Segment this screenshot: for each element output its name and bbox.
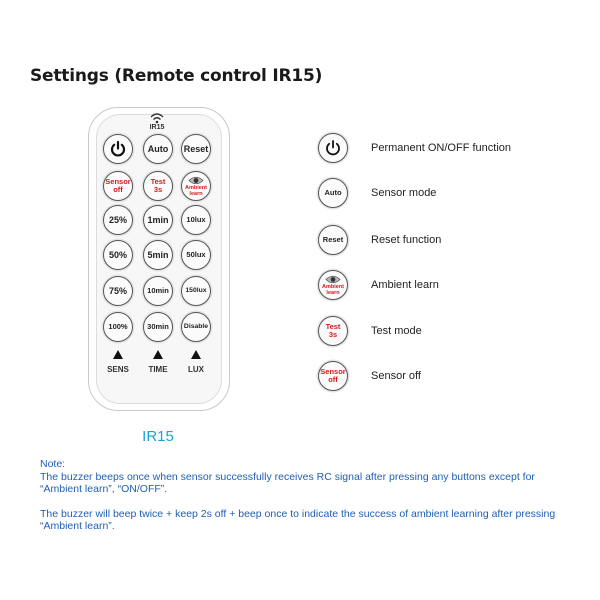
sens-arrow-icon — [113, 350, 123, 359]
remote-ir-label: IR15 — [149, 124, 165, 131]
notes-section — [40, 458, 570, 533]
legend-ambient-icon — [318, 270, 348, 300]
test-3s-button[interactable] — [143, 171, 173, 201]
legend-power-icon — [318, 133, 348, 163]
ambient-learn-button[interactable] — [181, 171, 211, 201]
lux-disable-button[interactable]: Disable — [181, 312, 211, 342]
time-10min-button[interactable]: 10min — [143, 276, 173, 306]
power-icon — [324, 139, 342, 157]
legend-sensor-label-top: Sensor — [320, 367, 346, 376]
time-5min-button[interactable]: 5min — [143, 240, 173, 270]
time-arrow-icon — [153, 350, 163, 359]
notes-heading: Note: — [40, 458, 66, 470]
auto-button[interactable]: Auto — [143, 134, 173, 164]
lux-arrow-icon — [191, 350, 201, 359]
legend-sensor-off-icon — [318, 361, 348, 391]
legend-ambient-label-bottom: learn — [326, 289, 340, 296]
notes-line-1: The buzzer beeps once when sensor successfully receives RC signal after pressing any buttons except for “Ambient learn”, “ON/OFF”. — [40, 470, 535, 495]
column-label-time: TIME — [148, 365, 168, 374]
test-label-top: Test — [150, 177, 166, 186]
sensor-off-button[interactable] — [103, 171, 133, 201]
lux-50-button[interactable]: 50lux — [181, 240, 211, 270]
sens-100-button[interactable]: 100% — [103, 312, 133, 342]
ambient-label-top: Ambient — [185, 184, 207, 191]
ambient-label-bottom: learn — [189, 190, 203, 197]
eye-icon — [325, 275, 341, 284]
column-label-sens: SENS — [107, 365, 129, 374]
remote-model-name: IR15 — [142, 428, 174, 445]
legend-ambient-label-top: Ambient — [322, 283, 344, 290]
sensor-off-label-top: Sensor — [105, 177, 131, 186]
lux-10-button[interactable]: 10lux — [181, 205, 211, 235]
legend-reset-icon — [318, 225, 348, 255]
legend-text-auto: Sensor mode — [371, 187, 437, 199]
notes-line-2: The buzzer will beep twice + keep 2s off + beep once to indicate the success of ambient learning after pressing “Ambient learn”. — [40, 507, 556, 532]
legend-auto-icon — [318, 178, 348, 208]
time-1min-button[interactable]: 1min — [143, 205, 173, 235]
power-icon — [109, 140, 127, 158]
legend-test-label-bottom: 3s — [328, 330, 338, 339]
sens-75-button[interactable]: 75% — [103, 276, 133, 306]
legend-text-ambient: Ambient learn — [371, 279, 439, 291]
legend-text-sensor-off: Sensor off — [371, 370, 421, 382]
test-label-bottom: 3s — [153, 185, 163, 194]
legend-test-label-top: Test — [325, 322, 341, 331]
legend-text-reset: Reset function — [371, 234, 442, 246]
reset-button[interactable]: Reset — [181, 134, 211, 164]
column-label-lux: LUX — [188, 365, 204, 374]
sens-25-button[interactable]: 25% — [103, 205, 133, 235]
legend-text-test: Test mode — [371, 325, 422, 337]
eye-icon — [188, 176, 204, 185]
legend-text-power: Permanent ON/OFF function — [371, 142, 511, 154]
legend-test-icon — [318, 316, 348, 346]
legend-sensor-label-bottom: off — [328, 375, 338, 384]
sens-50-button[interactable]: 50% — [103, 240, 133, 270]
sensor-off-label-bottom: off — [113, 185, 123, 194]
time-30min-button[interactable]: 30min — [143, 312, 173, 342]
page-title: Settings (Remote control IR15) — [30, 66, 323, 86]
legend-reset-label: Reset — [322, 235, 344, 244]
legend-auto-label: Auto — [324, 188, 342, 197]
lux-150-button[interactable]: 150lux — [181, 276, 211, 306]
power-button[interactable] — [103, 134, 133, 164]
ir-signal-icon — [148, 112, 166, 124]
